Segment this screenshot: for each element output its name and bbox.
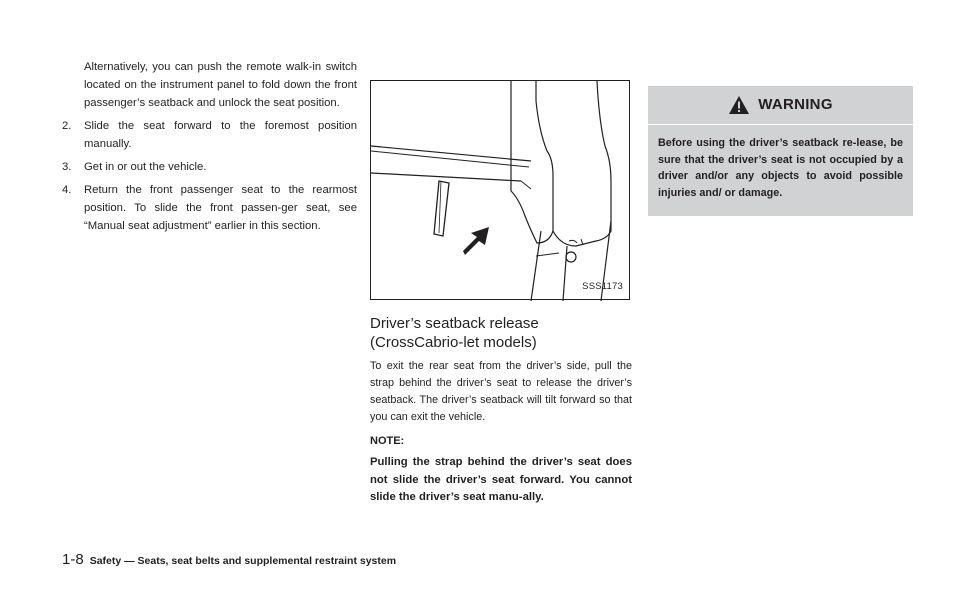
page-footer [62, 551, 396, 568]
step-text: Return the front passenger seat to the rearmost position. To slide the front passen-ger seat, see “Manual seat adjustment” earlier in this section. [84, 184, 357, 232]
warning-text: Before using the driver’s seatback re-lease, be sure that the driver’s seat is not occupied by a driver and/or any objects to avoid possible injuries and/ or damage. [658, 137, 903, 199]
column-left [62, 58, 357, 240]
intro-paragraph: Alternatively, you can push the remote walk-in switch located on the instrument panel to fold down the front passenger’s seatback and unlock the seat position. [84, 61, 357, 109]
seat-strap-drawing [371, 81, 631, 301]
note-text: Pulling the strap behind the driver’s seat does not slide the driver’s seat forward. You cannot slide the driver’s seat manu-ally. [370, 456, 632, 503]
warning-header [648, 86, 913, 125]
warning-title: WARNING [758, 96, 833, 113]
page-number: 1-8 [62, 551, 84, 568]
step-number: 2. [62, 120, 72, 132]
step-text: Get in or out the vehicle. [84, 161, 207, 173]
note-label: NOTE: [370, 435, 405, 447]
step-number: 4. [62, 184, 72, 196]
section-heading: Driver’s seatback release (CrossCabrio-let models) [370, 315, 539, 351]
warning-box [648, 86, 913, 216]
step-number: 3. [62, 161, 72, 173]
footer-title: Safety — Seats, seat belts and supplemental restraint system [89, 555, 397, 567]
list-item-step-3 [62, 158, 357, 176]
list-item-step-2 [62, 117, 357, 153]
step-text: Slide the seat forward to the foremost position manually. [84, 120, 357, 150]
list-item-step-4 [62, 181, 357, 235]
figure-code: SSS1173 [582, 281, 623, 292]
section-body: To exit the rear seat from the driver’s side, pull the strap behind the driver’s seat to release the driver’s seatback. The driver’s seatback will tilt forward so that you can exit the vehicle. [370, 360, 632, 423]
warning-triangle-icon [728, 95, 750, 115]
column-middle [370, 80, 632, 507]
seatback-release-illustration [370, 80, 630, 300]
column-right [648, 86, 913, 216]
